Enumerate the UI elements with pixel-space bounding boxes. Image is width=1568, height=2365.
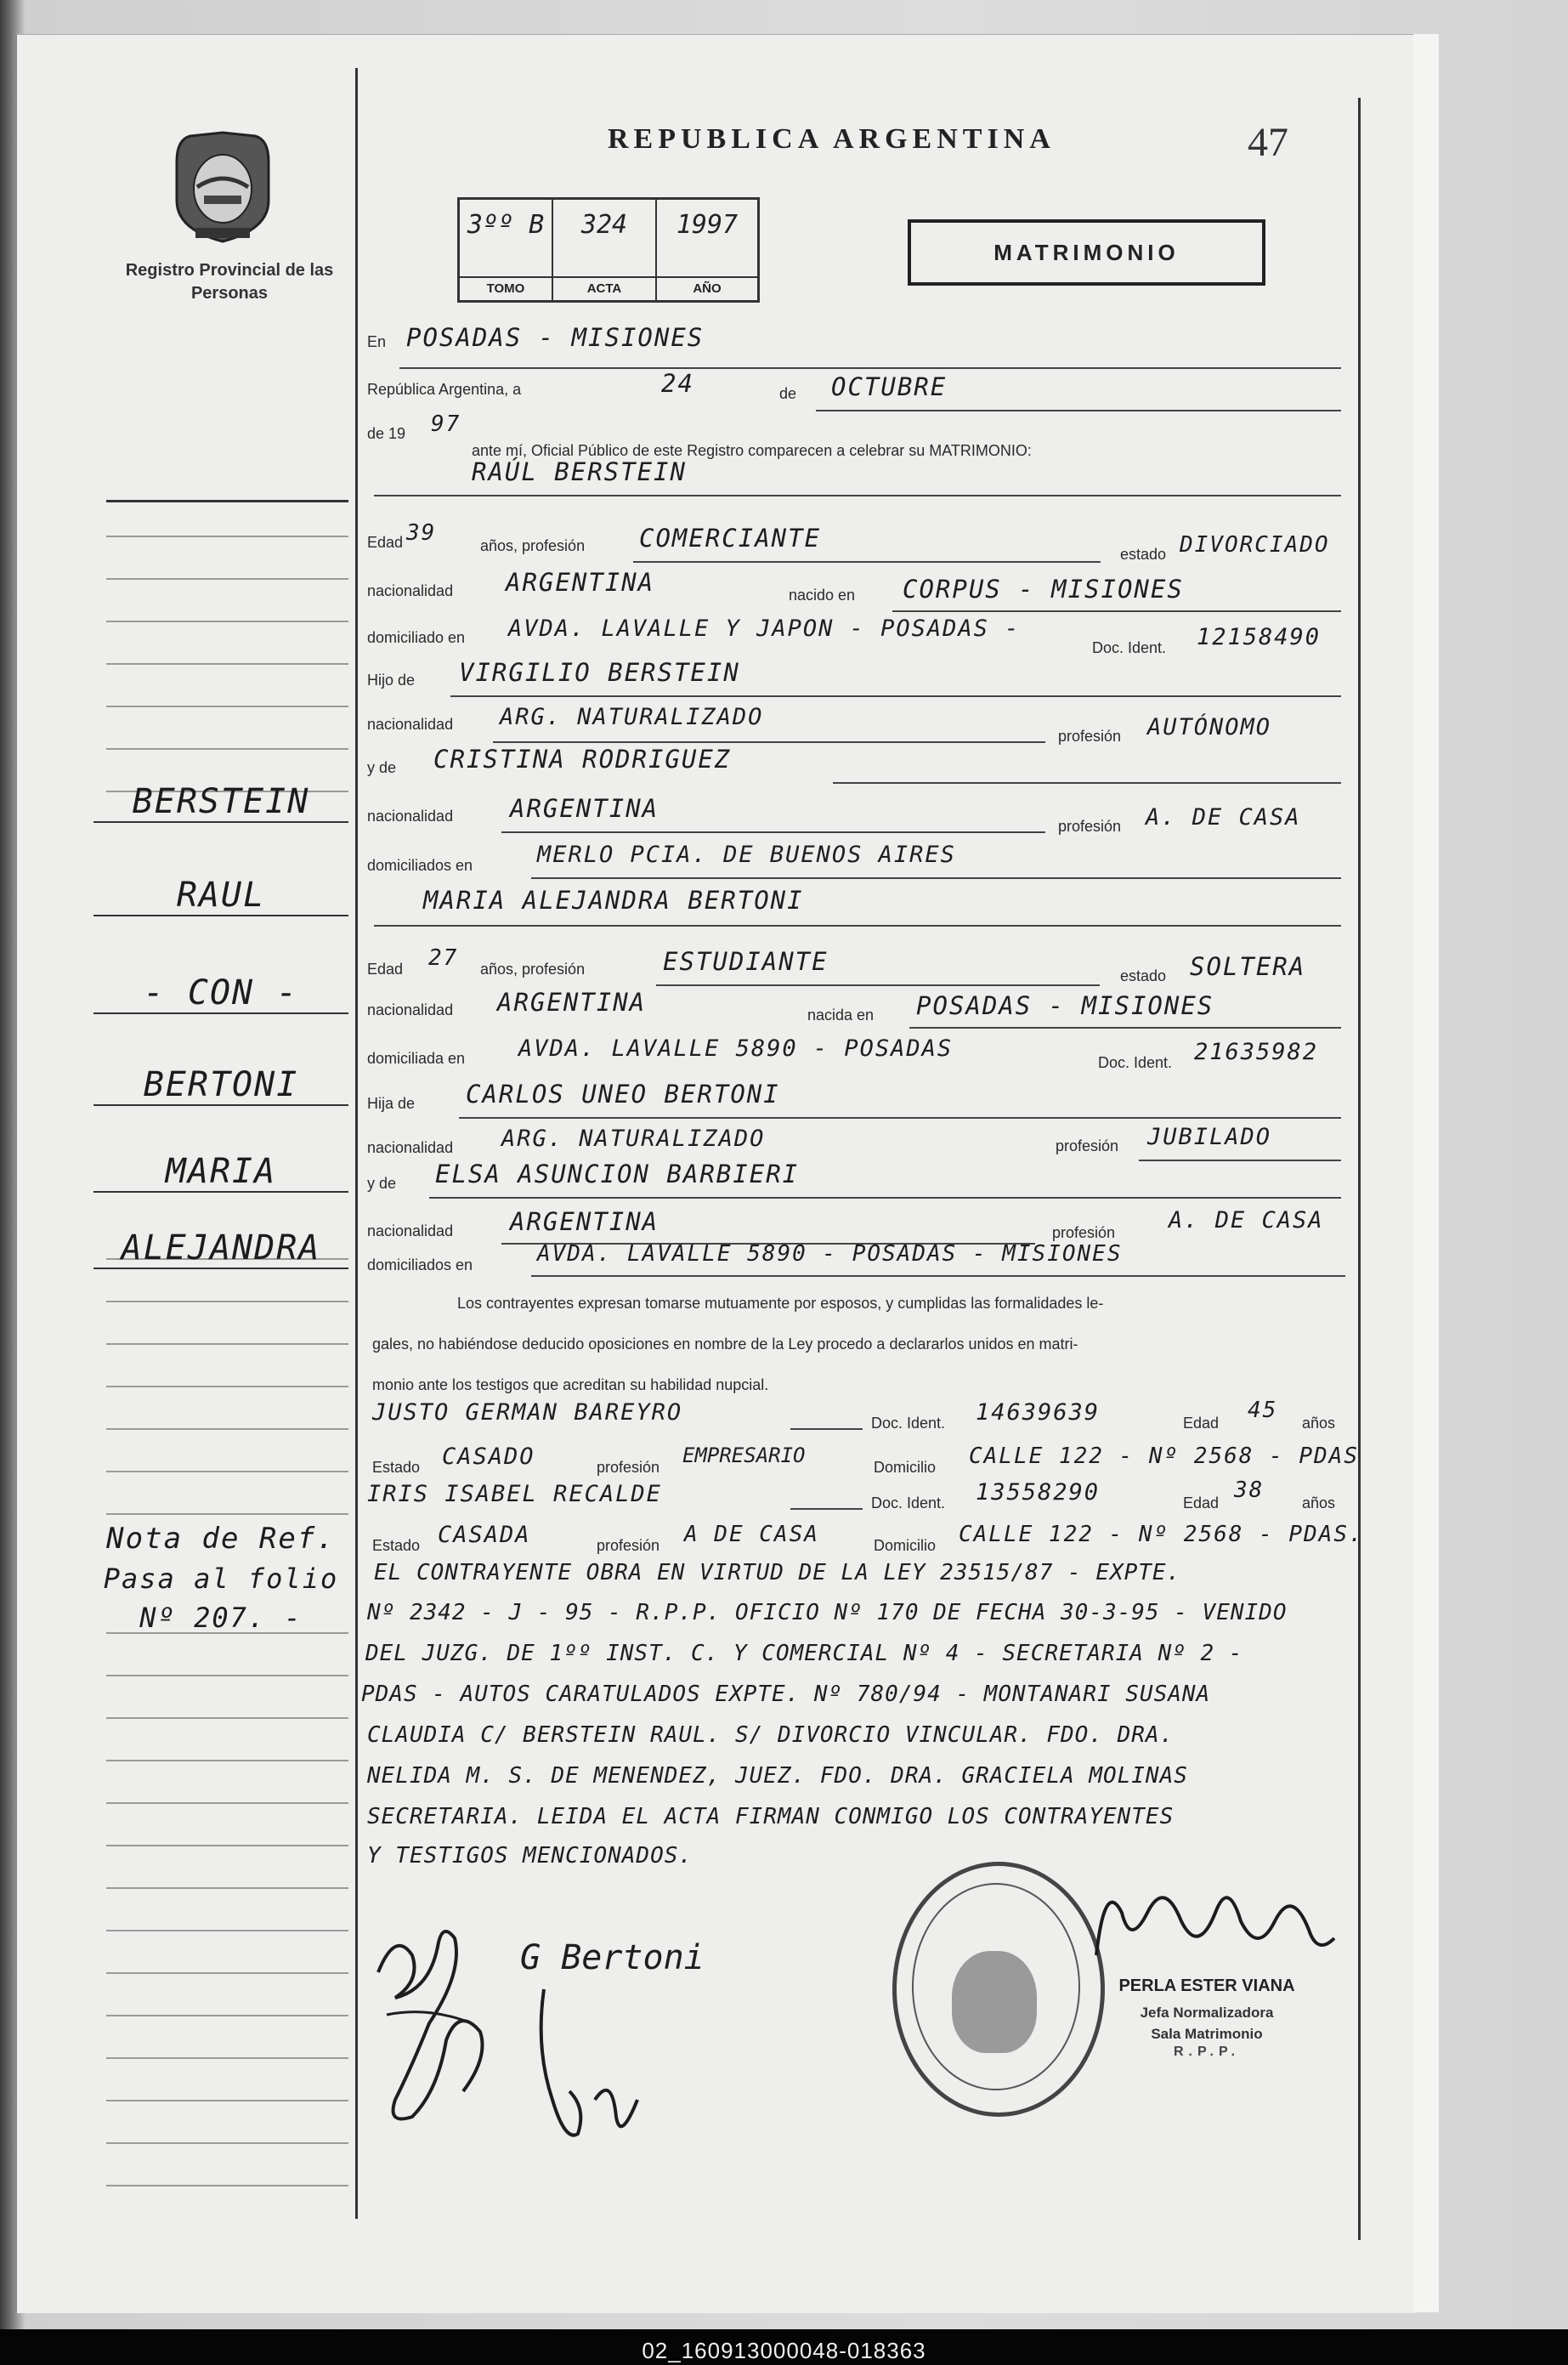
edad-label: Edad bbox=[1183, 1415, 1220, 1432]
margin-note: Pasa al folio bbox=[103, 1562, 339, 1595]
officer-title-line-2: Sala Matrimonio bbox=[1151, 2026, 1263, 2042]
estado-label: estado bbox=[1120, 546, 1167, 563]
bride-profession: ESTUDIANTE bbox=[663, 947, 829, 976]
note-line: NELIDA M. S. DE MENENDEZ, JUEZ. FDO. DRA. GRACIELA MOLINAS bbox=[367, 1763, 1188, 1789]
underline bbox=[459, 1117, 1341, 1119]
note-line: PDAS - AUTOS CARATULADOS EXPTE. Nº 780/94 - MONTANARI SUSANA bbox=[361, 1682, 1211, 1707]
margin-rule bbox=[355, 68, 358, 2219]
underline bbox=[816, 410, 1341, 411]
officer-title-line-1: Jefa Normalizadora bbox=[1140, 2005, 1274, 2021]
margin-name-bride: MARIA bbox=[93, 1152, 348, 1193]
profesion-label: profesión bbox=[1058, 728, 1122, 745]
margin-line bbox=[106, 1513, 348, 1515]
witness-2-age: 38 bbox=[1234, 1477, 1265, 1503]
nacionalidad-label: nacionalidad bbox=[367, 582, 454, 599]
domiciliado-label: domiciliado en bbox=[367, 629, 466, 646]
underline bbox=[493, 741, 1045, 743]
official-seal-portrait bbox=[952, 1951, 1037, 2053]
y-de-label: y de bbox=[367, 759, 397, 776]
bride-domicile: AVDA. LAVALLE 5890 - POSADAS bbox=[518, 1035, 954, 1062]
ano-label: AÑO bbox=[657, 276, 757, 300]
bride-mother-nationality: ARGENTINA bbox=[510, 1207, 659, 1236]
underline bbox=[374, 495, 1341, 496]
groom-father-profession: AUTÓNOMO bbox=[1147, 714, 1272, 740]
groom-parents-domicile: MERLO PCIA. DE BUENOS AIRES bbox=[537, 842, 956, 868]
declaration-line-3: monio ante los testigos que acreditan su habilidad nupcial. bbox=[372, 1376, 769, 1393]
groom-signature-icon bbox=[361, 1896, 514, 2151]
groom-mother-nationality: ARGENTINA bbox=[510, 794, 659, 823]
groom-mother: CRISTINA RODRIGUEZ bbox=[433, 745, 732, 774]
edad-label: Edad bbox=[1183, 1494, 1220, 1511]
underline bbox=[790, 1508, 863, 1510]
groom-doc: 12158490 bbox=[1197, 624, 1322, 650]
anos-profesion-label: años, profesión bbox=[480, 961, 586, 978]
underline bbox=[790, 1428, 863, 1430]
margin-line bbox=[106, 1675, 348, 1676]
margin-line bbox=[106, 1717, 348, 1719]
margin-con: - CON - bbox=[93, 973, 348, 1014]
acta-cell bbox=[553, 200, 657, 300]
margin-line bbox=[106, 2185, 348, 2186]
doc-ident-label: Doc. Ident. bbox=[871, 1494, 946, 1511]
margin-line bbox=[106, 1930, 348, 1931]
estado-label: Estado bbox=[372, 1459, 421, 1476]
domiciliados-label: domiciliados en bbox=[367, 857, 473, 874]
underline bbox=[892, 610, 1341, 612]
witness-1-domicile: CALLE 122 - Nº 2568 - PDAS bbox=[969, 1443, 1359, 1469]
nacionalidad-label: nacionalidad bbox=[367, 1001, 454, 1018]
doc-ident-label: Doc. Ident. bbox=[1098, 1054, 1173, 1071]
bride-signature: G Bertoni bbox=[520, 1938, 705, 1977]
margin-line bbox=[106, 1428, 348, 1430]
provincial-crest-icon bbox=[170, 128, 276, 247]
witness-1-name: JUSTO GERMAN BAREYRO bbox=[372, 1399, 683, 1426]
bride-name: MARIA ALEJANDRA BERTONI bbox=[423, 886, 804, 915]
declaration-line-1: Los contrayentes expresan tomarse mutuamente por esposos, y cumplidas las formalidades le- bbox=[457, 1295, 1104, 1312]
registration-box bbox=[457, 197, 760, 303]
place-value: POSADAS - MISIONES bbox=[406, 323, 705, 352]
margin-line bbox=[106, 2100, 348, 2101]
declaration-line-2: gales, no habiéndose deducido oposiciones en nombre de la Ley procedo a declararlos unidos en matri- bbox=[372, 1336, 1078, 1353]
margin-line bbox=[106, 1471, 348, 1472]
country-title: REPUBLICA ARGENTINA bbox=[608, 123, 1056, 155]
groom-birthplace: CORPUS - MISIONES bbox=[903, 575, 1184, 604]
file-id: 02_160913000048-018363 bbox=[642, 2338, 926, 2363]
margin-note: Nº 207. - bbox=[139, 1602, 303, 1634]
anos-label: años bbox=[1302, 1494, 1336, 1511]
groom-age: 39 bbox=[406, 520, 437, 546]
groom-name: RAÚL BERSTEIN bbox=[472, 457, 687, 486]
profesion-label: profesión bbox=[597, 1537, 660, 1554]
anos-profesion-label: años, profesión bbox=[480, 537, 586, 554]
bride-age: 27 bbox=[428, 945, 459, 971]
estado-label: estado bbox=[1120, 967, 1167, 984]
underline bbox=[399, 367, 1341, 369]
bride-status: SOLTERA bbox=[1190, 952, 1306, 981]
bride-mother: ELSA ASUNCION BARBIERI bbox=[435, 1160, 800, 1188]
witness-2-status: CASADA bbox=[438, 1522, 531, 1548]
groom-father-nationality: ARG. NATURALIZADO bbox=[500, 704, 764, 730]
groom-father: VIRGILIO BERSTEIN bbox=[459, 658, 740, 687]
estado-label: Estado bbox=[372, 1537, 421, 1554]
bride-mother-profession: A. DE CASA bbox=[1169, 1207, 1324, 1234]
day-value: 24 bbox=[661, 369, 694, 398]
groom-mother-profession: A. DE CASA bbox=[1146, 804, 1301, 831]
hija-de-label: Hija de bbox=[367, 1095, 416, 1112]
edad-label: Edad bbox=[367, 961, 404, 978]
y-de-label: y de bbox=[367, 1175, 397, 1192]
tomo-label: TOMO bbox=[460, 276, 552, 300]
groom-profession: COMERCIANTE bbox=[639, 524, 822, 553]
bride-father: CARLOS UNEO BERTONI bbox=[466, 1080, 780, 1109]
note-line: DEL JUZG. DE 1ºº INST. C. Y COMERCIAL Nº 4 - SECRETARIA Nº 2 - bbox=[365, 1641, 1243, 1666]
year-suffix: 97 bbox=[431, 411, 461, 437]
margin-line bbox=[106, 1845, 348, 1846]
underline bbox=[501, 831, 1045, 833]
witness-1-age: 45 bbox=[1248, 1398, 1278, 1423]
witness-1-status: CASADO bbox=[442, 1443, 535, 1470]
margin-note: Nota de Ref. bbox=[106, 1522, 336, 1556]
anos-label: años bbox=[1302, 1415, 1336, 1432]
month-value: OCTUBRE bbox=[831, 372, 948, 401]
doc-ident-label: Doc. Ident. bbox=[1092, 639, 1167, 656]
domicilio-label: Domicilio bbox=[874, 1537, 937, 1554]
margin-line bbox=[106, 1301, 348, 1302]
de-label: de bbox=[779, 385, 797, 402]
page-number: 47 bbox=[1248, 120, 1288, 165]
margin-line bbox=[106, 1802, 348, 1804]
en-label: En bbox=[367, 333, 387, 350]
margin-line bbox=[106, 1386, 348, 1387]
margin-line bbox=[106, 578, 348, 580]
registry-name: Registro Provincial de las Personas bbox=[125, 261, 334, 303]
bride-father-nationality: ARG. NATURALIZADO bbox=[501, 1126, 766, 1152]
margin-line bbox=[106, 1887, 348, 1889]
intro-text: ante mí, Oficial Público de este Registro comparecen a celebrar su MATRIMONIO: bbox=[472, 442, 1032, 459]
profesion-label: profesión bbox=[1058, 818, 1122, 835]
margin-surname-groom: BERSTEIN bbox=[93, 782, 348, 823]
profesion-label: profesión bbox=[1052, 1224, 1116, 1241]
nacido-en-label: nacido en bbox=[789, 587, 856, 604]
officer-title bbox=[1092, 2002, 1322, 2045]
officer-signature-icon bbox=[1088, 1862, 1343, 1972]
nacionalidad-label: nacionalidad bbox=[367, 808, 454, 825]
bride-doc: 21635982 bbox=[1194, 1039, 1319, 1065]
bride-nationality: ARGENTINA bbox=[497, 988, 647, 1017]
officer-name: PERLA ESTER VIANA bbox=[1118, 1977, 1295, 1995]
margin-line bbox=[106, 500, 348, 502]
underline bbox=[656, 984, 1100, 986]
underline bbox=[429, 1197, 1341, 1199]
underline bbox=[633, 561, 1101, 563]
note-line: Nº 2342 - J - 95 - R.P.P. OFICIO Nº 170 DE FECHA 30-3-95 - VENIDO bbox=[367, 1600, 1288, 1625]
margin-line bbox=[106, 621, 348, 622]
year-prefix: de 19 bbox=[367, 425, 406, 442]
domiciliada-label: domiciliada en bbox=[367, 1050, 466, 1067]
bride-signature-flourish-icon bbox=[518, 1972, 654, 2159]
witness-1-doc: 14639639 bbox=[976, 1399, 1101, 1426]
margin-line bbox=[106, 1343, 348, 1345]
note-line: SECRETARIA. LEIDA EL ACTA FIRMAN CONMIGO LOS CONTRAYENTES bbox=[367, 1804, 1175, 1829]
acta-label: ACTA bbox=[553, 276, 655, 300]
witness-1-profession: EMPRESARIO bbox=[682, 1443, 806, 1467]
acta-value: 324 bbox=[580, 210, 628, 240]
groom-nationality: ARGENTINA bbox=[506, 568, 655, 597]
doc-ident-label: Doc. Ident. bbox=[871, 1415, 946, 1432]
document-type: MATRIMONIO bbox=[908, 219, 1265, 286]
officer-initials: R.P.P. bbox=[1173, 2045, 1241, 2059]
witness-2-profession: A DE CASA bbox=[684, 1522, 819, 1547]
margin-surname-bride: BERTONI bbox=[93, 1065, 348, 1106]
nacionalidad-label: nacionalidad bbox=[367, 1139, 454, 1156]
underline bbox=[450, 695, 1341, 697]
tomo-cell bbox=[460, 200, 553, 300]
profesion-label: profesión bbox=[597, 1459, 660, 1476]
margin-name-groom: RAUL bbox=[93, 876, 348, 916]
domiciliados-label: domiciliados en bbox=[367, 1256, 473, 1273]
underline bbox=[833, 782, 1341, 784]
hijo-de-label: Hijo de bbox=[367, 672, 416, 689]
ano-cell bbox=[657, 200, 757, 300]
page-edge bbox=[1413, 34, 1439, 2312]
nacida-en-label: nacida en bbox=[807, 1007, 875, 1024]
underline bbox=[374, 925, 1341, 927]
margin-line bbox=[106, 748, 348, 750]
margin-line bbox=[106, 1972, 348, 1974]
groom-domicile: AVDA. LAVALLE Y JAPON - POSADAS - bbox=[508, 615, 1021, 642]
margin-line bbox=[106, 706, 348, 707]
underline bbox=[1139, 1160, 1341, 1161]
bride-birthplace: POSADAS - MISIONES bbox=[916, 991, 1214, 1020]
edad-label: Edad bbox=[367, 534, 404, 551]
margin-line bbox=[106, 2015, 348, 2016]
tomo-value: 3ºº B bbox=[467, 210, 545, 240]
witness-2-domicile: CALLE 122 - Nº 2568 - PDAS. bbox=[959, 1522, 1364, 1547]
right-rule bbox=[1358, 98, 1361, 2240]
ano-value: 1997 bbox=[676, 210, 739, 240]
note-line: CLAUDIA C/ BERSTEIN RAUL. S/ DIVORCIO VINCULAR. FDO. DRA. bbox=[367, 1722, 1175, 1748]
note-line: EL CONTRAYENTE OBRA EN VIRTUD DE LA LEY 23515/87 - EXPTE. bbox=[374, 1560, 1181, 1585]
bride-parents-domicile: AVDA. LAVALLE 5890 - POSADAS - MISIONES bbox=[537, 1241, 1123, 1267]
profesion-label: profesión bbox=[1056, 1137, 1119, 1154]
groom-status: DIVORCIADO bbox=[1180, 532, 1330, 558]
margin-line bbox=[106, 1760, 348, 1761]
bride-father-profession: JUBILADO bbox=[1147, 1124, 1272, 1150]
underline bbox=[909, 1027, 1341, 1029]
margin-line bbox=[106, 2142, 348, 2144]
witness-2-doc: 13558290 bbox=[976, 1479, 1101, 1506]
republica-label: República Argentina, a bbox=[367, 381, 522, 398]
margin-line bbox=[106, 2057, 348, 2059]
nacionalidad-label: nacionalidad bbox=[367, 1222, 454, 1239]
witness-2-name: IRIS ISABEL RECALDE bbox=[367, 1481, 662, 1507]
domicilio-label: Domicilio bbox=[874, 1459, 937, 1476]
margin-line bbox=[106, 663, 348, 665]
note-line: Y TESTIGOS MENCIONADOS. bbox=[367, 1843, 693, 1869]
underline bbox=[531, 1275, 1345, 1277]
margin-name-bride-2: ALEJANDRA bbox=[93, 1228, 348, 1269]
underline bbox=[531, 877, 1341, 879]
margin-line bbox=[106, 536, 348, 537]
nacionalidad-label: nacionalidad bbox=[367, 716, 454, 733]
